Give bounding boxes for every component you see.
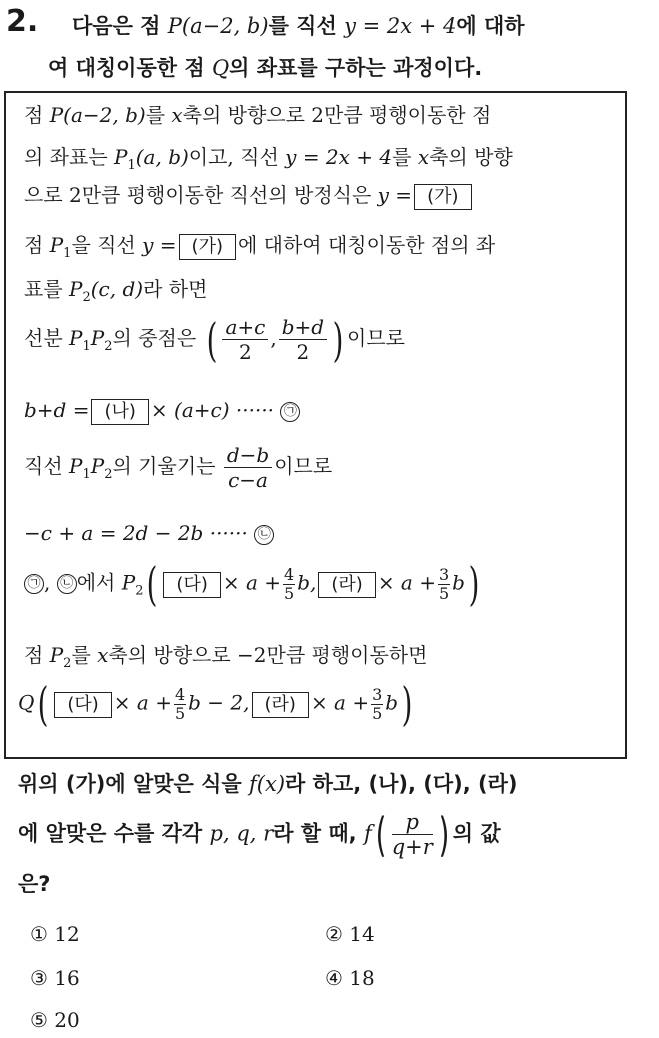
circle-giyeok-icon: ㉠ [280,402,300,422]
box-line-5: 표를 $P_2(c$, d)라 하면 [24,277,208,305]
derivation-box [4,91,627,759]
question-line-2: 여 대칭이동한 점 Q의 좌표를 구하는 과정이다. [48,56,483,80]
slope-fraction: $\frac{d-b}{c-a}$ [224,443,272,492]
box-line-12: Q( (다) × a + $\frac{4}{5}$ b − 2, (라) × a + $\frac{3}{5}$ b) [18,677,413,731]
circle-nieun-icon: ㉡ [57,574,77,594]
box-line-8: 직선 $P_1P_2$의 기울기는 $\frac{d-b}{c-a}$ 이므로 [24,443,333,492]
blank-da: (다) [54,692,111,718]
blank-na: (나) [91,399,148,425]
blank-ga: (가) [179,234,236,260]
choice-5[interactable]: ⑤ 20 [30,1008,80,1032]
box-line-3: 으로 2만큼 평행이동한 직선의 방정식은 y = (가) [24,179,474,210]
question-number: 2. [6,4,39,39]
choice-4[interactable]: ④ 18 [325,966,375,990]
blank-ra: (라) [252,692,309,718]
box-line-9: −c + a = 2d − 2b ······ ㉡ [24,521,274,545]
midpoint-fraction-x: $\frac{a+c}{2}$ [222,315,268,364]
question-line-1: 다음은 점 P(a−2, b)를 직선 y = 2x + 4에 대하 [72,14,525,38]
ask-line-1: 위의 (가)에 알맞은 식을 f(x)라 하고, (나), (다), (라) [18,772,518,796]
box-line-7: b+d = (나) × (a+c) ······ ㉠ [24,398,300,425]
ask-fraction: $\frac{p}{q+r}$ [391,810,433,859]
ask-line-2: 에 알맞은 수를 각각 p, q, r라 할 때, f( $\frac{p}{q+r}$ ) 의 값 [18,807,501,862]
box-line-4: 점 $P_1$을 직선 y = (가) 에 대하여 대칭이동한 점의 좌 [24,233,496,261]
box-line-2: 의 좌표는 $P_1(a$, b)이고, 직선 y = 2x + 4를 x축의 방향 [24,145,513,173]
choice-1[interactable]: ① 12 [30,922,80,946]
choice-3[interactable]: ③ 16 [30,966,80,990]
box-line-11: 점 $P_2$를 x축의 방향으로 −2만큼 평행이동하면 [24,643,428,671]
midpoint-fraction-y: $\frac{b+d}{2}$ [279,315,327,364]
box-line-1: 점 P(a−2, b)를 x축의 방향으로 2만큼 평행이동한 점 [24,103,492,127]
blank-da: (다) [163,572,220,598]
circle-giyeok-icon: ㉠ [24,574,44,594]
box-line-6: 선분 $P_1P_2$의 중점은 ( $\frac{a+c}{2}$ , $\frac{b+d}{2}$ ) 이므로 [24,312,405,367]
ask-line-3: 은? [18,872,51,896]
blank-ra: (라) [318,572,375,598]
box-line-10: ㉠ , ㉡ 에서 $P_2$( (다) × a + $\frac{4}{5}$ b, (라) × a + $\frac{3}{5}$ b) [24,561,483,607]
blank-ga: (가) [414,184,471,210]
choice-2[interactable]: ② 14 [325,922,375,946]
circle-nieun-icon: ㉡ [254,525,274,545]
